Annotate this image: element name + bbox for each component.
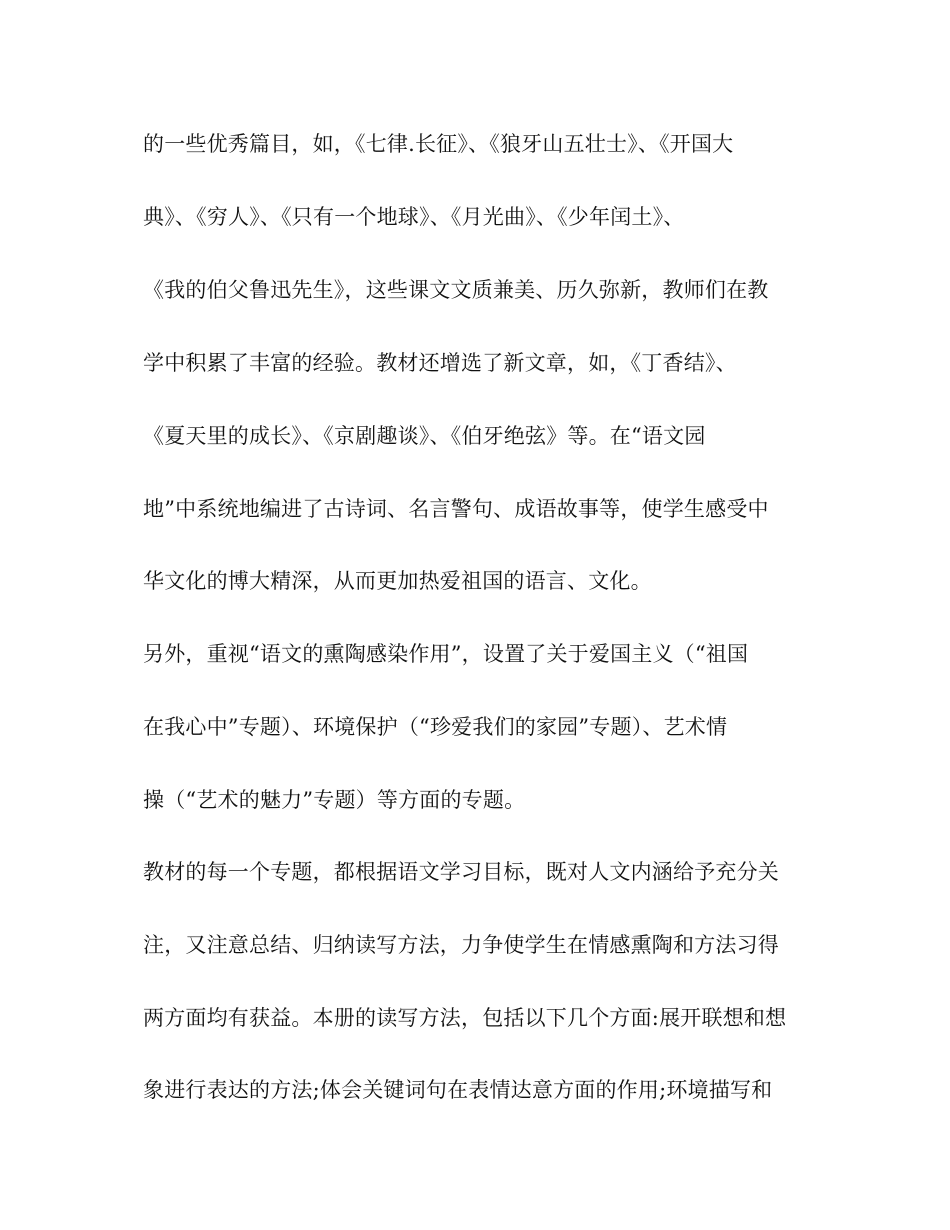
text-line-14: 象进行表达的方法;体会关键词句在表情达意方面的作用;环境描写和 (143, 1078, 773, 1102)
text-line-10: 操（“艺术的魅力”专题）等方面的专题。 (143, 788, 526, 812)
text-line-5: 《夏天里的成长》、《京剧趣谈》、《伯牙绝弦》等。在“语文园 (143, 424, 706, 448)
text-line-13: 两方面均有获益。本册的读写方法，包括以下几个方面:展开联想和想 (143, 1006, 787, 1030)
text-line-4: 学中积累了丰富的经验。教材还增选了新文章，如，《丁香结》、 (143, 351, 737, 375)
text-line-1: 的一些优秀篇目，如，《七律.长征》、《狼牙山五壮士》、《开国大 (143, 132, 734, 156)
text-line-8: 另外，重视“语文的熏陶感染作用”，设置了关于爱国主义（“祖国 (143, 642, 749, 666)
text-line-6: 地”中系统地编进了古诗词、名言警句、成语故事等，使学生感受中 (143, 497, 769, 521)
text-line-11: 教材的每一个专题，都根据语文学习目标，既对人文内涵给予充分关 (143, 860, 779, 884)
text-line-12: 注，又注意总结、归纳读写方法，力争使学生在情感熏陶和方法习得 (143, 933, 779, 957)
text-line-7: 华文化的博大精深，从而更加热爱祖国的语言、文化。 (143, 569, 652, 593)
text-line-3: 《我的伯父鲁迅先生》，这些课文文质兼美、历久弥新，教师们在教 (143, 278, 769, 302)
text-line-2: 典》、《穷人》、《只有一个地球》、《月光曲》、《少年闰土》、 (143, 205, 685, 229)
text-line-9: 在我心中”专题）、环境保护（“珍爱我们的家园”专题）、艺术情 (143, 715, 728, 739)
